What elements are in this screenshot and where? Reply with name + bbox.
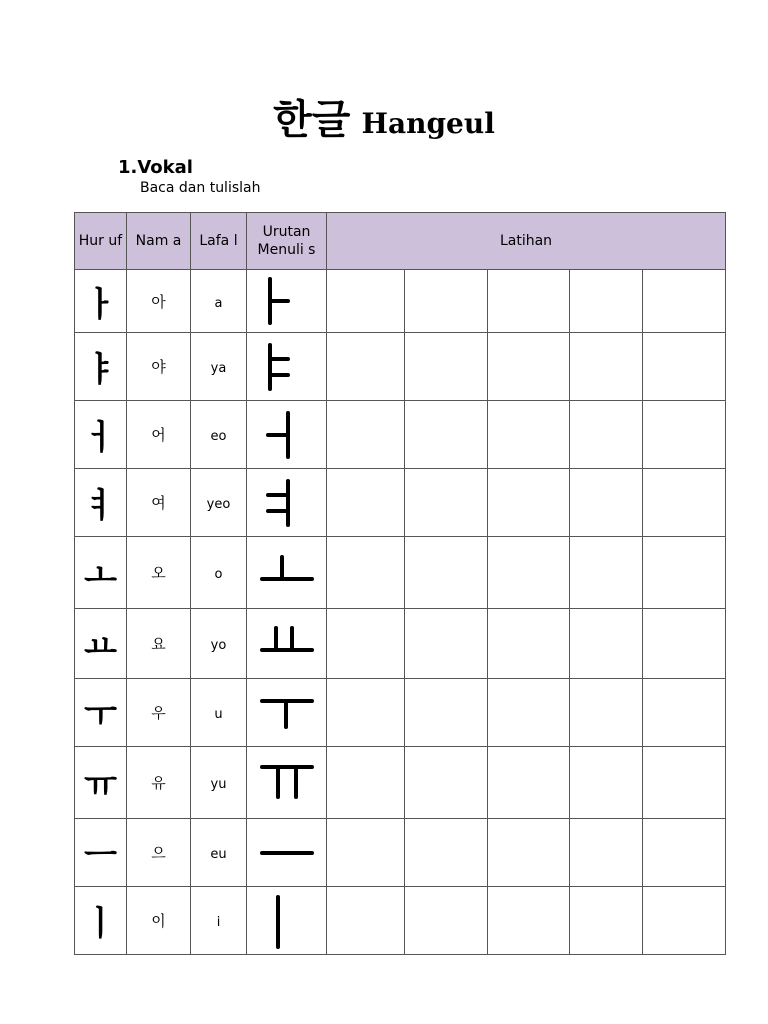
i-stroke-order-icon: [256, 891, 318, 951]
yu-stroke-order-icon: [256, 753, 318, 813]
vowel-letter: ㅠ: [75, 747, 127, 819]
title-latin: Hangeul: [361, 107, 495, 140]
practice-cell-5[interactable]: [643, 747, 726, 819]
table-row: [75, 333, 726, 401]
practice-cell-1[interactable]: [327, 401, 405, 469]
practice-cell-5[interactable]: [643, 333, 726, 401]
table-row: [75, 747, 726, 819]
practice-cell-4[interactable]: [570, 819, 643, 887]
practice-cell-3[interactable]: [488, 747, 570, 819]
section-instruction: Baca dan tulislah: [140, 180, 261, 196]
vowel-name: 여: [127, 469, 191, 537]
vowel-name: 이: [127, 887, 191, 955]
practice-cell-3[interactable]: [488, 609, 570, 679]
practice-cell-4[interactable]: [570, 537, 643, 609]
stroke-order-cell: [247, 679, 327, 747]
table-row: [75, 469, 726, 537]
vowel-pronunciation: i: [191, 887, 247, 955]
section-heading: 1.Vokal: [118, 157, 193, 178]
vowel-name: 아: [127, 270, 191, 333]
practice-cell-2[interactable]: [405, 469, 488, 537]
vowel-name: 으: [127, 819, 191, 887]
table-row: [75, 679, 726, 747]
vowel-name: 야: [127, 333, 191, 401]
stroke-order-cell: [247, 333, 327, 401]
vowel-letter: ㅣ: [75, 887, 127, 955]
practice-cell-2[interactable]: [405, 537, 488, 609]
header-urutan: Urutan Menuli s: [247, 213, 327, 270]
stroke-order-cell: [247, 609, 327, 679]
vowel-pronunciation: ya: [191, 333, 247, 401]
header-lafal: Lafa l: [191, 213, 247, 270]
vowel-pronunciation: a: [191, 270, 247, 333]
header-latihan: Latihan: [327, 213, 726, 270]
u-stroke-order-icon: [256, 683, 318, 743]
practice-cell-3[interactable]: [488, 401, 570, 469]
vowel-name: 요: [127, 609, 191, 679]
practice-cell-4[interactable]: [570, 747, 643, 819]
practice-cell-5[interactable]: [643, 679, 726, 747]
practice-cell-2[interactable]: [405, 887, 488, 955]
practice-cell-2[interactable]: [405, 679, 488, 747]
vowel-letter: ㅗ: [75, 537, 127, 609]
stroke-order-cell: [247, 469, 327, 537]
eu-stroke-order-icon: [256, 823, 318, 883]
practice-cell-2[interactable]: [405, 333, 488, 401]
practice-cell-4[interactable]: [570, 469, 643, 537]
practice-cell-1[interactable]: [327, 333, 405, 401]
vowel-name: 유: [127, 747, 191, 819]
title-korean: 한글: [273, 97, 351, 143]
practice-cell-1[interactable]: [327, 679, 405, 747]
practice-cell-5[interactable]: [643, 819, 726, 887]
vowel-pronunciation: yeo: [191, 469, 247, 537]
practice-cell-1[interactable]: [327, 887, 405, 955]
vowel-letter: ㅏ: [75, 270, 127, 333]
practice-cell-5[interactable]: [643, 537, 726, 609]
practice-cell-3[interactable]: [488, 679, 570, 747]
vowel-table: [74, 212, 726, 955]
a-stroke-order-icon: [256, 271, 318, 331]
vowel-pronunciation: eu: [191, 819, 247, 887]
practice-cell-2[interactable]: [405, 609, 488, 679]
vowel-letter: ㅕ: [75, 469, 127, 537]
practice-cell-5[interactable]: [643, 270, 726, 333]
yo-stroke-order-icon: [256, 614, 318, 674]
practice-cell-5[interactable]: [643, 401, 726, 469]
practice-cell-1[interactable]: [327, 469, 405, 537]
vowel-pronunciation: o: [191, 537, 247, 609]
vowel-name: 오: [127, 537, 191, 609]
practice-cell-3[interactable]: [488, 887, 570, 955]
practice-cell-2[interactable]: [405, 747, 488, 819]
practice-cell-1[interactable]: [327, 747, 405, 819]
practice-cell-3[interactable]: [488, 333, 570, 401]
practice-cell-1[interactable]: [327, 609, 405, 679]
practice-cell-1[interactable]: [327, 819, 405, 887]
header-nama: Nam a: [127, 213, 191, 270]
practice-cell-4[interactable]: [570, 333, 643, 401]
header-huruf: Hur uf: [75, 213, 127, 270]
o-stroke-order-icon: [256, 543, 318, 603]
vowel-name: 어: [127, 401, 191, 469]
eo-stroke-order-icon: [256, 405, 318, 465]
vowel-name: 우: [127, 679, 191, 747]
vowel-letter: ㅜ: [75, 679, 127, 747]
table-row: [75, 401, 726, 469]
practice-cell-4[interactable]: [570, 270, 643, 333]
practice-cell-5[interactable]: [643, 469, 726, 537]
vowel-pronunciation: eo: [191, 401, 247, 469]
practice-cell-2[interactable]: [405, 401, 488, 469]
stroke-order-cell: [247, 747, 327, 819]
vowel-pronunciation: u: [191, 679, 247, 747]
practice-cell-3[interactable]: [488, 469, 570, 537]
stroke-order-cell: [247, 819, 327, 887]
vowel-letter: ㅓ: [75, 401, 127, 469]
table-row: [75, 887, 726, 955]
practice-cell-4[interactable]: [570, 609, 643, 679]
practice-cell-5[interactable]: [643, 609, 726, 679]
practice-cell-3[interactable]: [488, 537, 570, 609]
table-row: [75, 819, 726, 887]
page-title: [0, 88, 768, 145]
practice-cell-3[interactable]: [488, 270, 570, 333]
practice-cell-1[interactable]: [327, 270, 405, 333]
ya-stroke-order-icon: [256, 337, 318, 397]
table-row: [75, 537, 726, 609]
table-row: [75, 609, 726, 679]
stroke-order-cell: [247, 887, 327, 955]
stroke-order-cell: [247, 401, 327, 469]
yeo-stroke-order-icon: [256, 473, 318, 533]
practice-cell-4[interactable]: [570, 679, 643, 747]
stroke-order-cell: [247, 270, 327, 333]
vowel-pronunciation: yo: [191, 609, 247, 679]
vowel-pronunciation: yu: [191, 747, 247, 819]
practice-cell-1[interactable]: [327, 537, 405, 609]
vowel-letter: ㅑ: [75, 333, 127, 401]
stroke-order-cell: [247, 537, 327, 609]
vowel-letter: ㅛ: [75, 609, 127, 679]
table-row: [75, 270, 726, 333]
practice-cell-4[interactable]: [570, 401, 643, 469]
practice-cell-2[interactable]: [405, 819, 488, 887]
practice-cell-4[interactable]: [570, 887, 643, 955]
practice-cell-2[interactable]: [405, 270, 488, 333]
practice-cell-5[interactable]: [643, 887, 726, 955]
practice-cell-3[interactable]: [488, 819, 570, 887]
vowel-letter: ㅡ: [75, 819, 127, 887]
